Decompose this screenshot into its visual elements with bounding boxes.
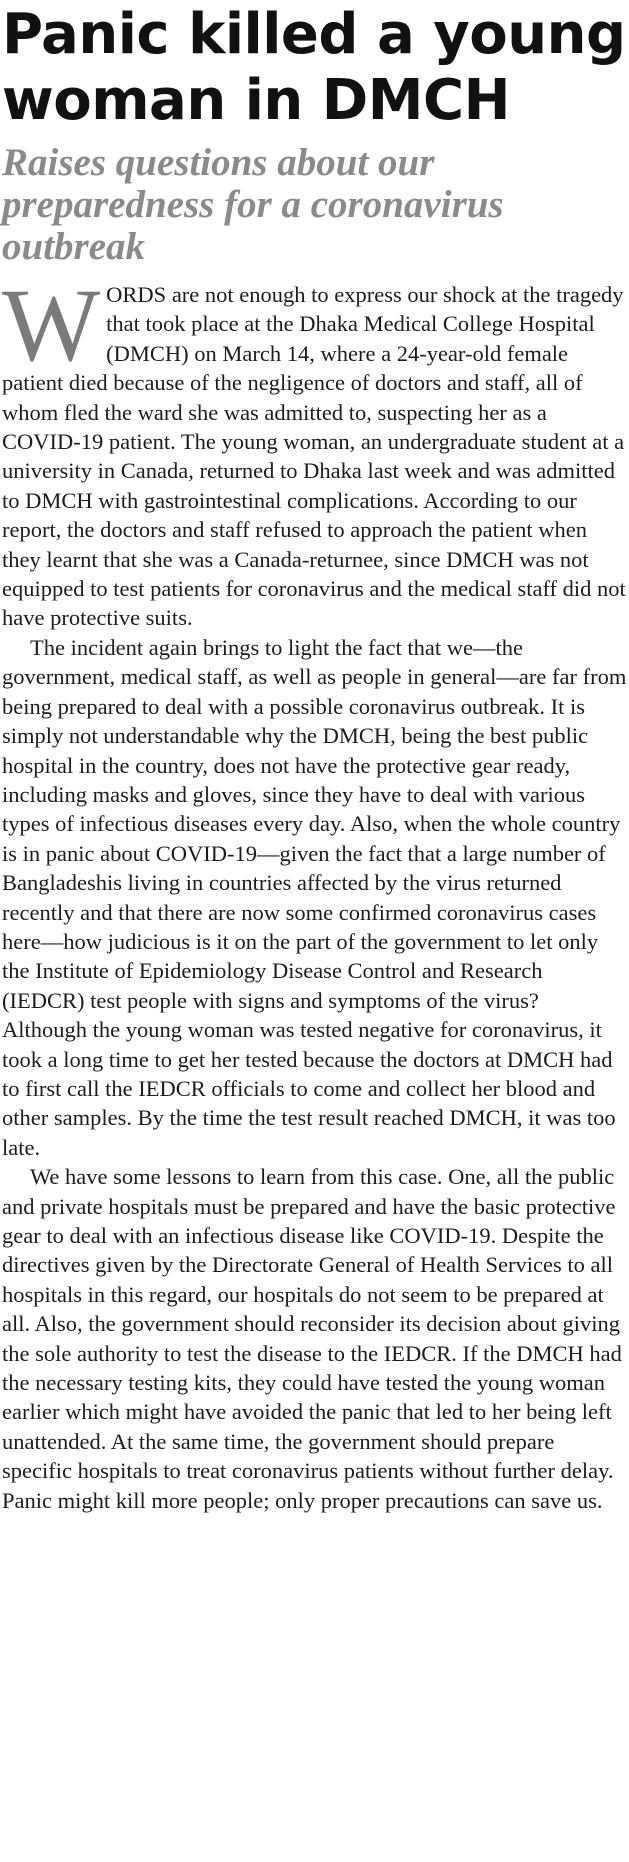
paragraph-1-text: ORDS are not enough to express our shock at the tragedy that took place at the Dhaka Medical College Hospital (DMCH) on March 14, where a 24-year-old female patient died because of the negligence of doctors and staff, all of whom fled the ward she was admitted to, suspecting her as a COVID-19 patient. The young woman, an undergraduate student at a university in Canada, returned to Dhaka last week and was admitted to DMCH with gastrointestinal complications. According to our report, the doctors and staff refused to approach the patient when they learnt that she was a Canada-returnee, since DMCH was not equipped to test patients for coronavirus and the medical staff did not have protective suits. <box>2 282 626 631</box>
subheadline: Raises questions about our preparedness for a coronavirus outbreak <box>2 141 504 268</box>
headline: Panic killed a young woman in DMCH <box>2 2 626 133</box>
article-body <box>2 268 627 1515</box>
paragraph-3: We have some lessons to learn from this case. One, all the public and private hospitals must be prepared and have the basic protective gear to deal with an infectious disease like COVID-19. Despite the directives given by the Directorate General of Health Services to all hospitals in this regard, our hospitals do not seem to be prepared at all. Also, the government should reconsider its decision about giving the sole authority to test the disease to the IEDCR. If the DMCH had the necessary testing kits, they could have tested the young woman earlier which might have avoided the panic that led to her being left unattended. At the same time, the government should prepare specific hospitals to treat coronavirus patients without further delay. Panic might kill more people; only proper precautions can save us. <box>2 1164 622 1513</box>
paragraph-1 <box>2 268 627 633</box>
drop-cap: W <box>2 268 101 383</box>
paragraph-2: The incident again brings to light the fact that we—the government, medical staff, as well as people in general—are far from being prepared to deal with a possible coronavirus outbreak. It is simply not understandable why the DMCH, being the best public hospital in the country, does not have the protective gear ready, including masks and gloves, since they have to deal with various types of infectious diseases every day. Also, when the whole country is in panic about COVID-19—given the fact that a large number of Bangladeshis living in countries affected by the virus returned recently and that there are now some confirmed coronavirus cases here—how judicious is it on the part of the government to let only the Institute of Epidemiology Disease Control and Research (IEDCR) test people with signs and symptoms of the virus? Although the young woman was tested negative for coronavirus, it took a long time to get her tested because the doctors at DMCH had to first call the IEDCR officials to come and collect her blood and other samples. By the time the test result reached DMCH, it was too late. <box>2 634 627 1160</box>
